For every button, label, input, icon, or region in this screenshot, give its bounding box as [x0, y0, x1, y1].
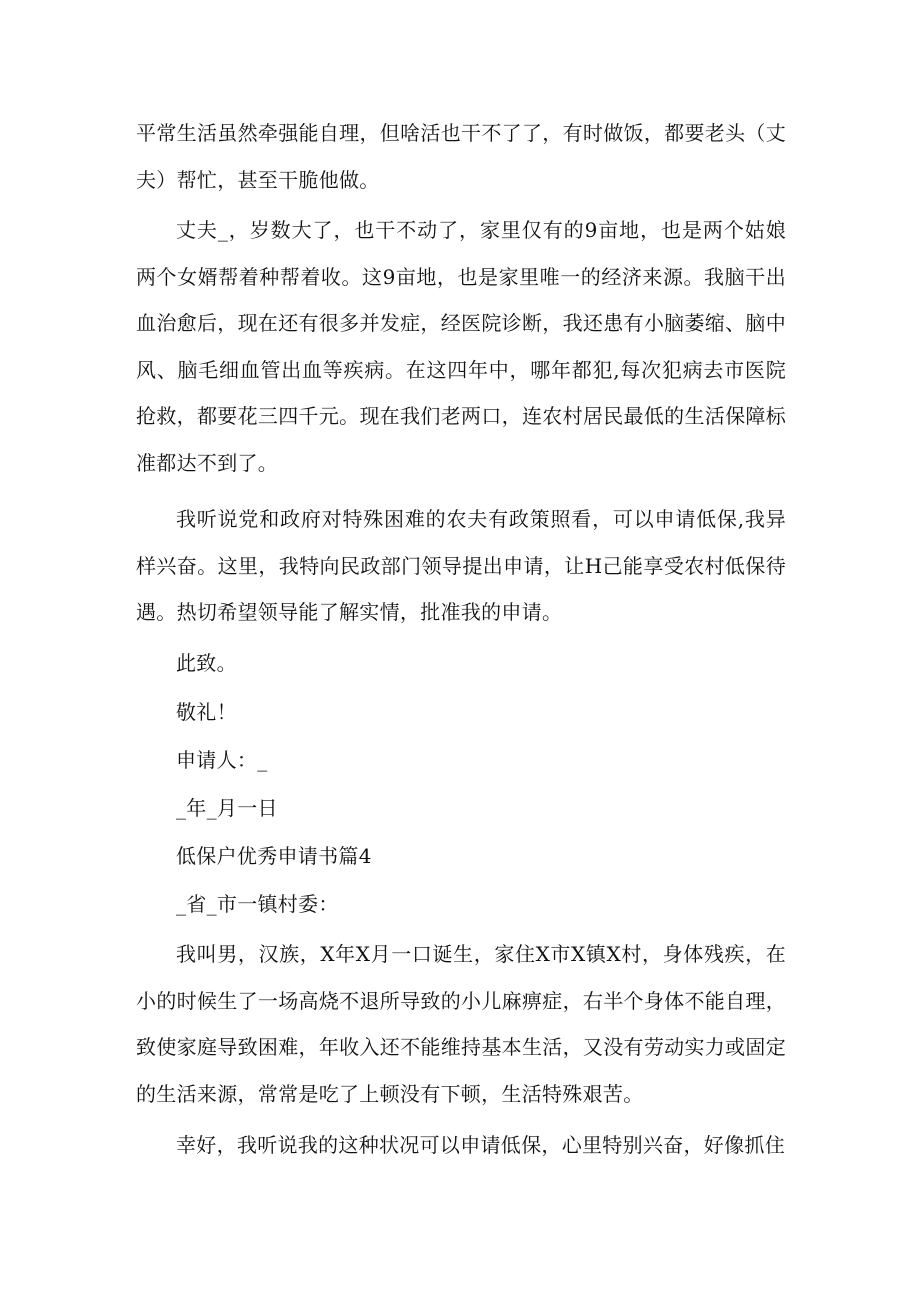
application-date: _年_月一日 [176, 796, 278, 820]
paragraph-introduction: 我叫男，汉族，X年X月一口诞生，家住X市X镇X村，身体残疾，在小的时候生了一场高烧不退所导致的小儿麻痹症，右半个身体不能自理，致使家庭导致困难，年收入还不能维持基本生活，又没有劳动实力或固定的生活来源，常常是吃了上顿没有下顿，生活特殊艰苦。 [136, 942, 786, 1106]
closing-salutation: 此致。 [176, 651, 237, 675]
section-title: 低保户优秀申请书篇4 [176, 844, 372, 868]
paragraph-continuation: 平常生活虽然牵强能自理，但啥活也干不了了，有时做饭，都要老头（丈夫）帮忙，甚至干脆他做。 [136, 121, 786, 192]
closing-regards: 敬礼！ [176, 700, 237, 724]
paragraph-fortunately: 幸好，我听说我的这种状况可以申请低保，心里特别兴奋，好像抓住 [176, 1133, 785, 1157]
paragraph-husband: 丈夫_，岁数大了，也干不动了，家里仅有的9亩地，也是两个姑娘两个女婿帮着种帮着收。这9亩地，也是家里唯一的经济来源。我脑干出血治愈后，现在还有很多并发症，经医院诊断，我还患有小脑萎缩、脑中风、脑毛细血管出血等疾病。在这四年中，哪年都犯,每次犯病去市医院抢救，都要花三四千元。现在我们老两口，连农村居民最低的生活保障标准都达不到了。 [136, 218, 786, 475]
applicant-signature: 申请人：_ [176, 748, 268, 772]
paragraph-request: 我听说党和政府对特殊困难的农夫有政策照看，可以申请低保,我异样兴奋。这里，我特向民政部门领导提出申请，让H己能享受农村低保待遇。热切希望领导能了解实情，批准我的申请。 [136, 507, 786, 625]
addressee: _省_市一镇村委： [176, 892, 339, 916]
